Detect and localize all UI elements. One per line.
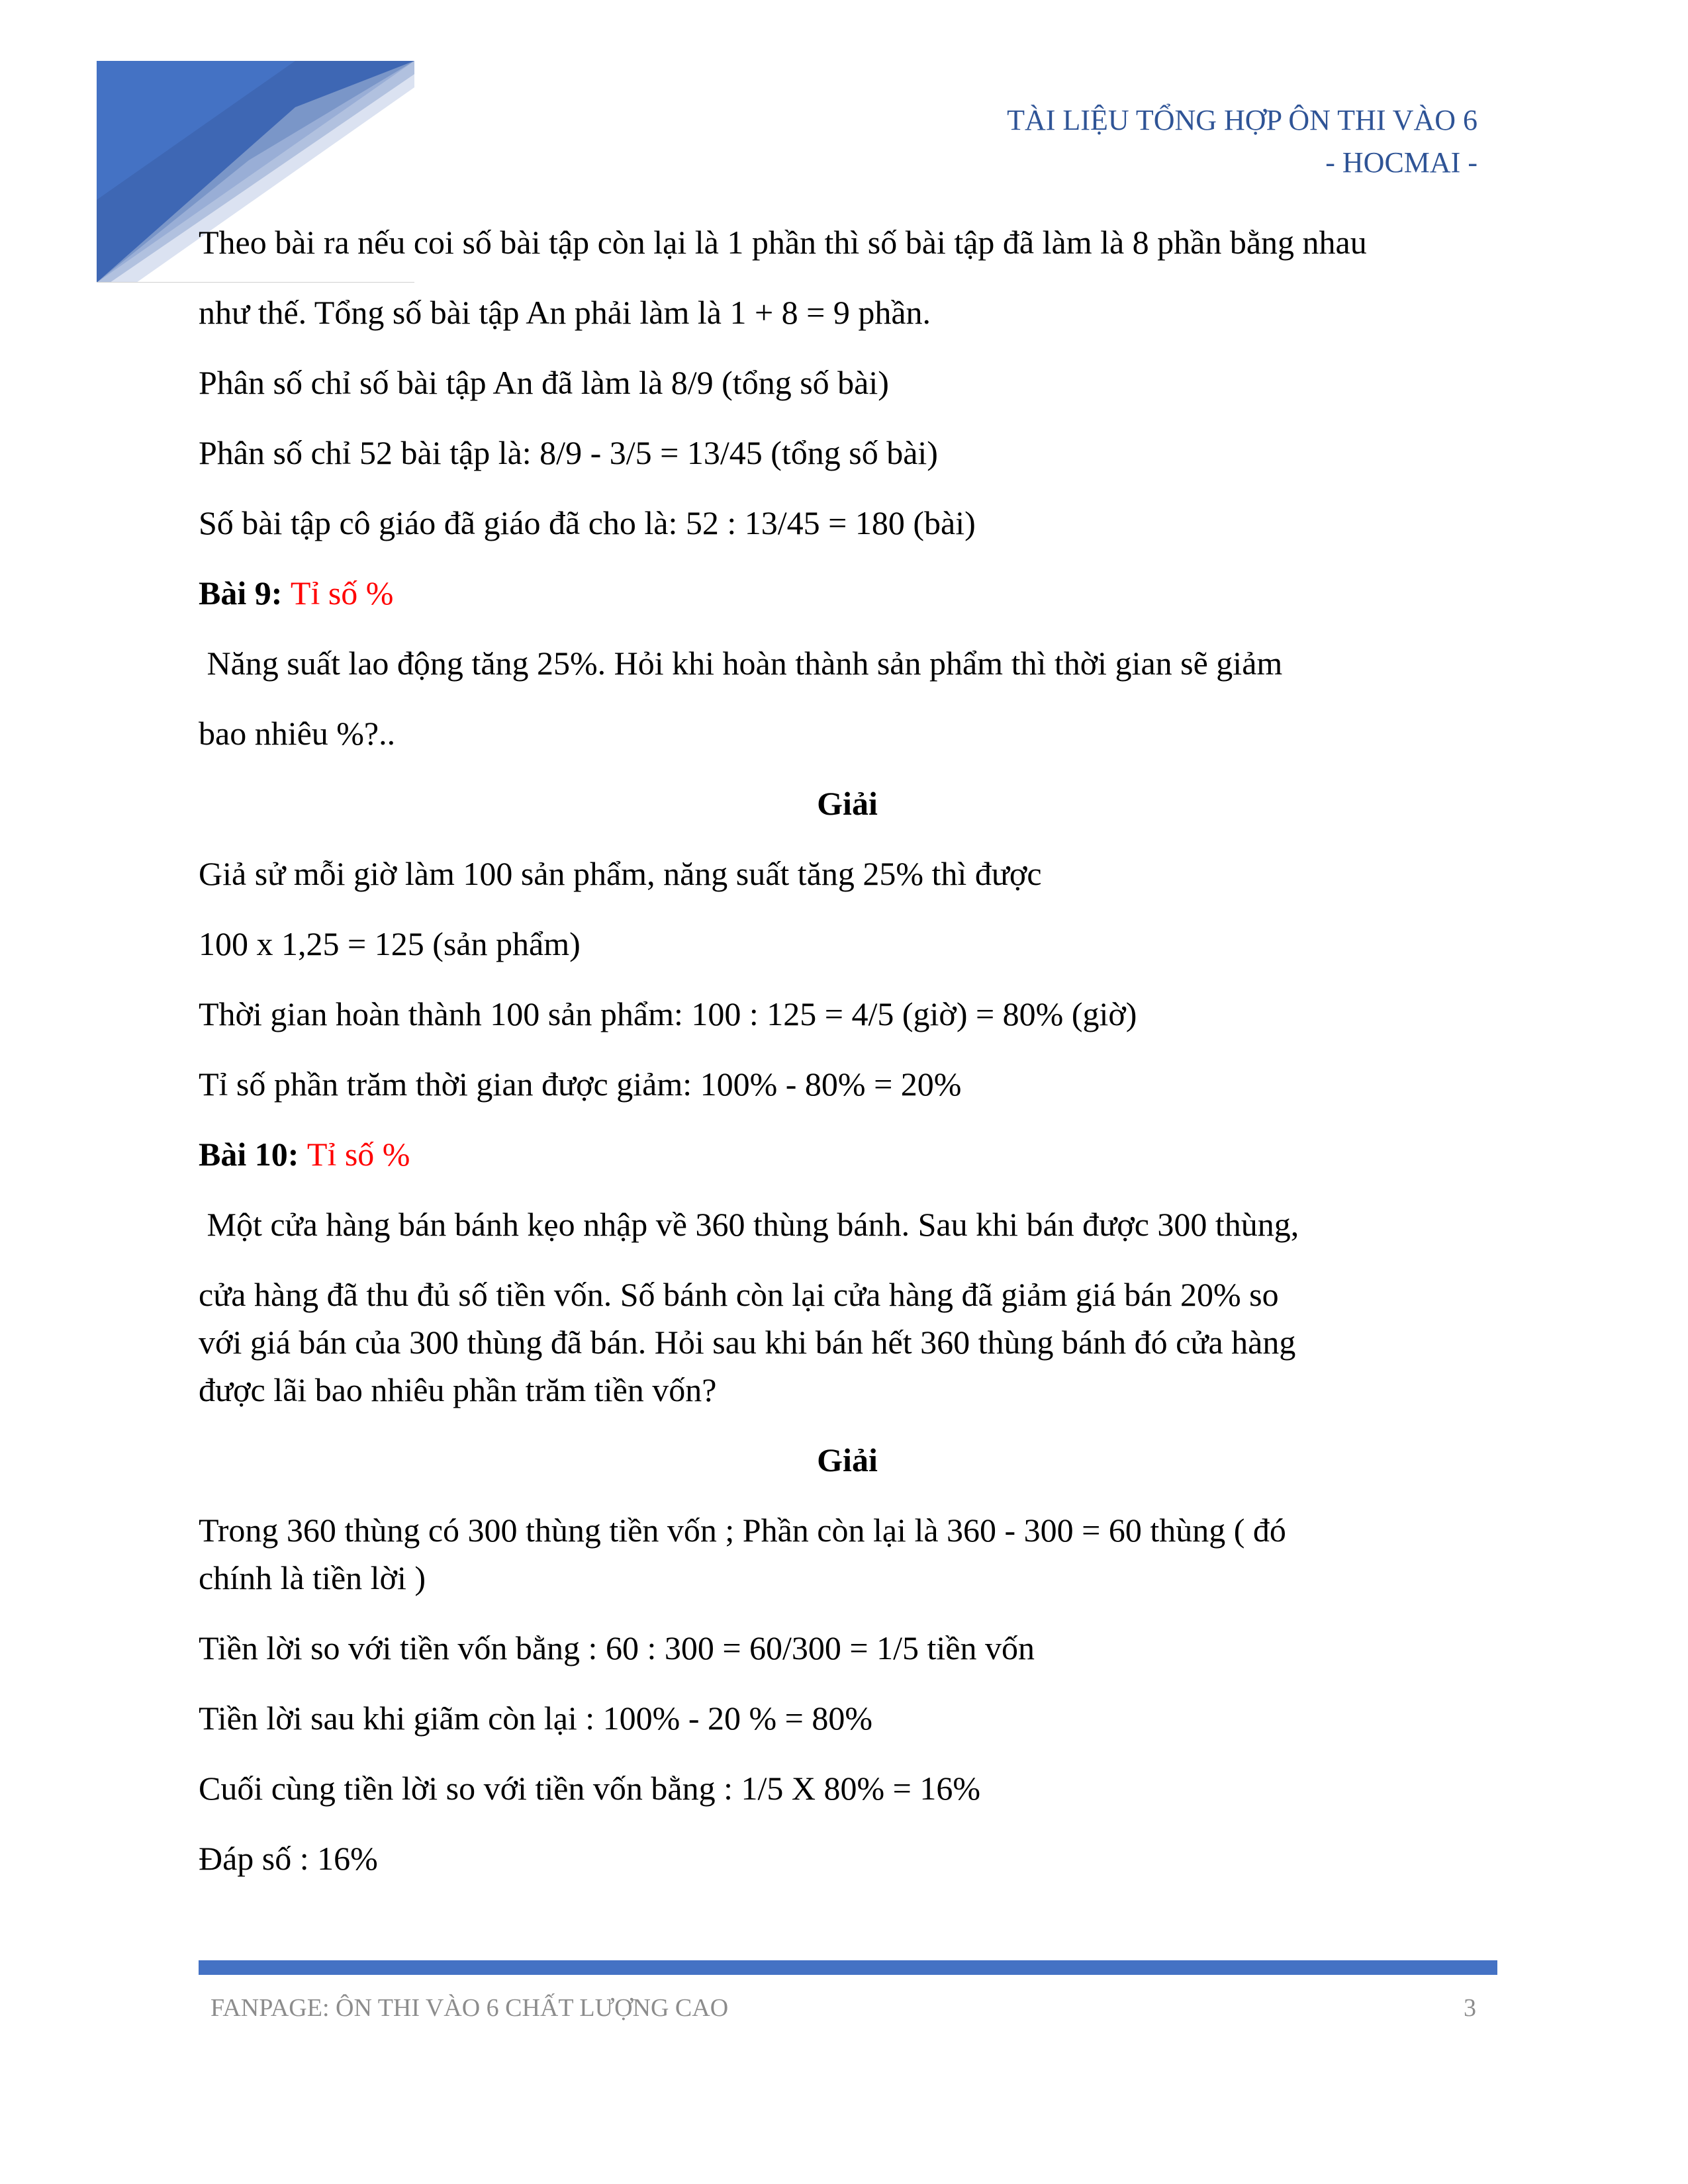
bai9-solution-line: 100 x 1,25 = 125 (sản phẩm) — [199, 925, 581, 962]
bai9-solution-line: Tỉ số phần trăm thời gian được giảm: 100% - 80% = 20% — [199, 1066, 962, 1103]
intro-line: Theo bài ra nếu coi số bài tập còn lại là 1 phần thì số bài tập đã làm là 8 phần bằng nhau — [199, 224, 1367, 261]
bai10-problem-line: được lãi bao nhiêu phần trăm tiền vốn? — [199, 1371, 717, 1408]
page-number: 3 — [1464, 1994, 1476, 2022]
intro-line: Số bài tập cô giáo đã giáo đã cho là: 52 : 13/45 = 180 (bài) — [199, 504, 976, 541]
bai10-problem-line: với giá bán của 300 thùng đã bán. Hỏi sau khi bán hết 360 thùng bánh đó cửa hàng — [199, 1324, 1296, 1361]
bai10-answer: Đáp số : 16% — [199, 1840, 378, 1877]
header-title: TÀI LIỆU TỔNG HỢP ÔN THI VÀO 6 — [1007, 104, 1477, 136]
bai10-solution-line: Tiền lời so với tiền vốn bằng : 60 : 300 = 60/300 = 1/5 tiền vốn — [199, 1629, 1035, 1666]
bai9-label: Bài 9: — [199, 574, 283, 612]
document-body — [199, 218, 1496, 1882]
intro-line: Phân số chỉ số bài tập An đã làm là 8/9 (tổng số bài) — [199, 364, 889, 401]
bai9-solution-title: Giải — [817, 785, 878, 822]
bai9-solution-line: Giả sử mỗi giờ làm 100 sản phẩm, năng suất tăng 25% thì được — [199, 855, 1042, 892]
bai10-heading — [199, 1130, 1496, 1178]
intro-line: Phân số chỉ 52 bài tập là: 8/9 - 3/5 = 13/45 (tổng số bài) — [199, 434, 938, 471]
bai9-topic: Tỉ số % — [290, 574, 394, 612]
bai10-solution-line: Cuối cùng tiền lời so với tiền vốn bằng : 1/5 X 80% = 16% — [199, 1770, 980, 1807]
footer-fanpage: FANPAGE: ÔN THI VÀO 6 CHẤT LƯỢNG CAO — [211, 1994, 729, 2022]
bai10-label: Bài 10: — [199, 1136, 299, 1173]
bai10-solution-title: Giải — [817, 1441, 878, 1479]
bai10-solution-line: chính là tiền lời ) — [199, 1559, 426, 1596]
header-subtitle: - HOCMAI - — [1325, 146, 1477, 179]
bai10-solution-line: Trong 360 thùng có 300 thùng tiền vốn ; Phần còn lại là 360 - 300 = 60 thùng ( đó — [199, 1512, 1286, 1549]
bai10-solution-line: Tiền lời sau khi giãm còn lại : 100% - 20 % = 80% — [199, 1700, 872, 1737]
footer-rule — [199, 1960, 1497, 1975]
bai9-problem-line: bao nhiêu %?.. — [199, 715, 396, 752]
document-header — [1007, 99, 1477, 184]
bai9-problem-line: Năng suất lao động tăng 25%. Hỏi khi hoàn thành sản phẩm thì thời gian sẽ giảm — [199, 645, 1283, 682]
bai9-solution-line: Thời gian hoàn thành 100 sản phẩm: 100 : 125 = 4/5 (giờ) = 80% (giờ) — [199, 995, 1137, 1032]
bai10-problem-line: cửa hàng đã thu đủ số tiền vốn. Số bánh còn lại cửa hàng đã giảm giá bán 20% so — [199, 1276, 1279, 1313]
bai10-topic: Tỉ số % — [306, 1136, 410, 1173]
bai10-problem-line: Một cửa hàng bán bánh kẹo nhập về 360 thùng bánh. Sau khi bán được 300 thùng, — [199, 1206, 1299, 1243]
bai9-heading — [199, 569, 1496, 617]
intro-line: như thế. Tổng số bài tập An phải làm là 1 + 8 = 9 phần. — [199, 294, 931, 331]
